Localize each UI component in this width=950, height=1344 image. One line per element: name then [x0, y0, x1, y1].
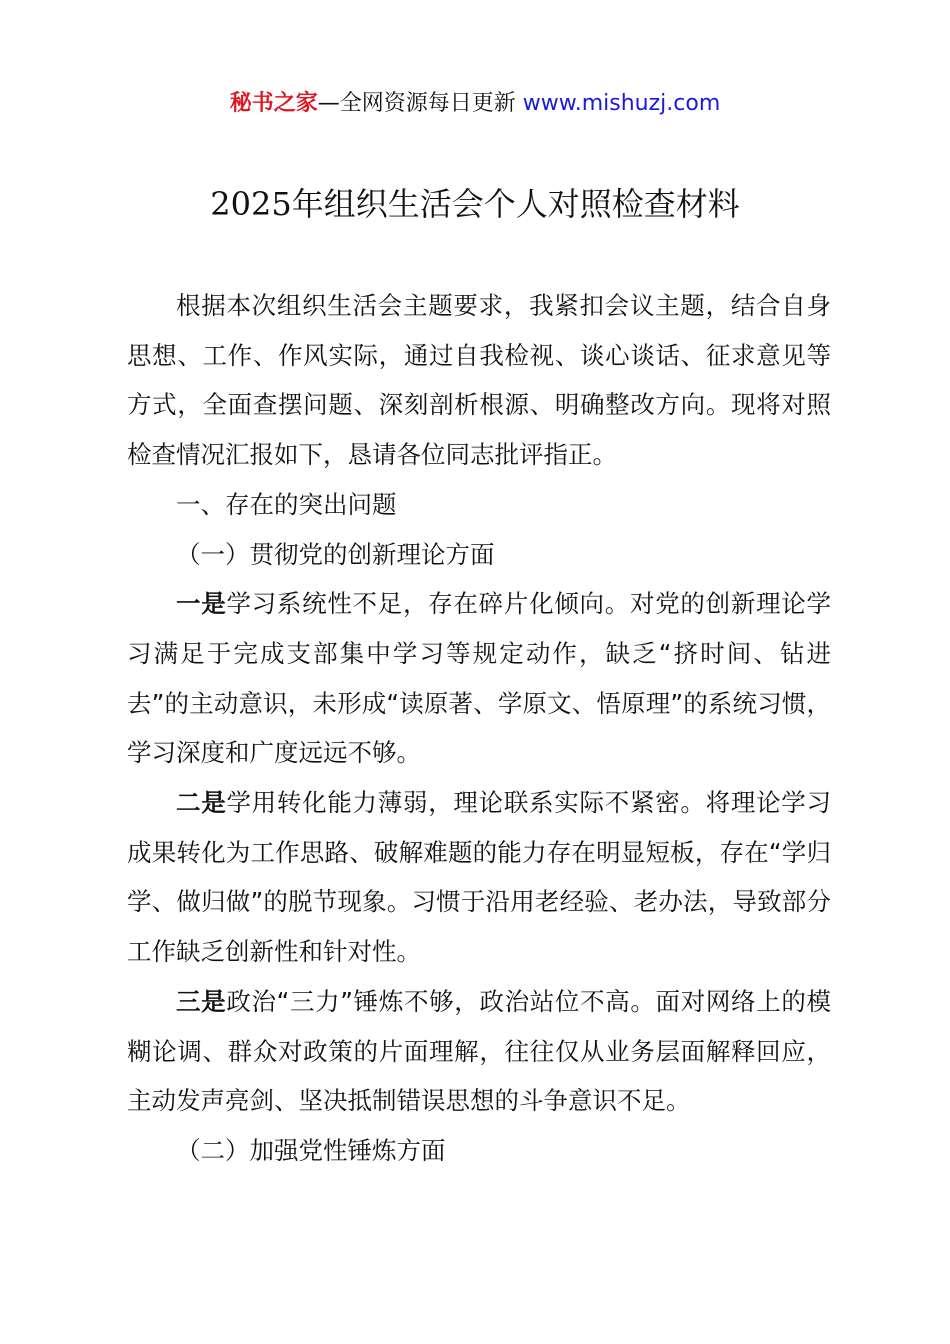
site-header	[0, 88, 950, 120]
subsection-heading: （一）贯彻党的创新理论方面	[176, 539, 495, 569]
point-lead: 二是	[176, 788, 227, 818]
intro-paragraph: 根据本次组织生活会主题要求，我紧扣会议主题，结合自身思想、工作、作风实际，通过自我检视、谈心谈话、征求意见等方式，全面查摆问题、深刻剖析根源、明确整改方向。现将对照检查情况汇报如下，恳请各位同志批评指正。	[127, 291, 831, 470]
point-paragraph	[127, 977, 831, 1126]
subsection-heading: （二）加强党性锤炼方面	[176, 1135, 446, 1165]
point-text: 学习系统性不足，存在碎片化倾向。对党的创新理论学习满足于完成支部集中学习等规定动作，缺乏“挤时间、钻进去”的主动意识，未形成“读原著、学原文、悟原理”的系统习惯，学习深度和广度远远不够。	[127, 589, 832, 768]
document-title: 2025年组织生活会个人对照检查材料	[210, 185, 740, 223]
point-text: 政治“三力”锤炼不够，政治站位不高。面对网络上的模糊论调、群众对政策的片面理解，往往仅从业务层面解释回应，主动发声亮剑、坚决抵制错误思想的斗争意识不足。	[127, 986, 832, 1116]
header-tagline: —全网资源每日更新	[317, 91, 523, 116]
point-paragraph	[127, 579, 831, 778]
document-body	[127, 281, 831, 1176]
point-lead: 一是	[176, 589, 227, 619]
section-heading: 一、存在的突出问题	[176, 489, 397, 519]
site-url-link[interactable]: www.mishuzj.com	[522, 91, 721, 116]
brand-name: 秘书之家	[229, 91, 318, 116]
point-lead: 三是	[176, 986, 227, 1016]
point-paragraph	[127, 778, 831, 977]
point-text: 学用转化能力薄弱，理论联系实际不紧密。将理论学习成果转化为工作思路、破解难题的能力存在明显短板，存在“学归学、做归做”的脱节现象。习惯于沿用老经验、老办法，导致部分工作缺乏创新性和针对性。	[127, 788, 832, 967]
